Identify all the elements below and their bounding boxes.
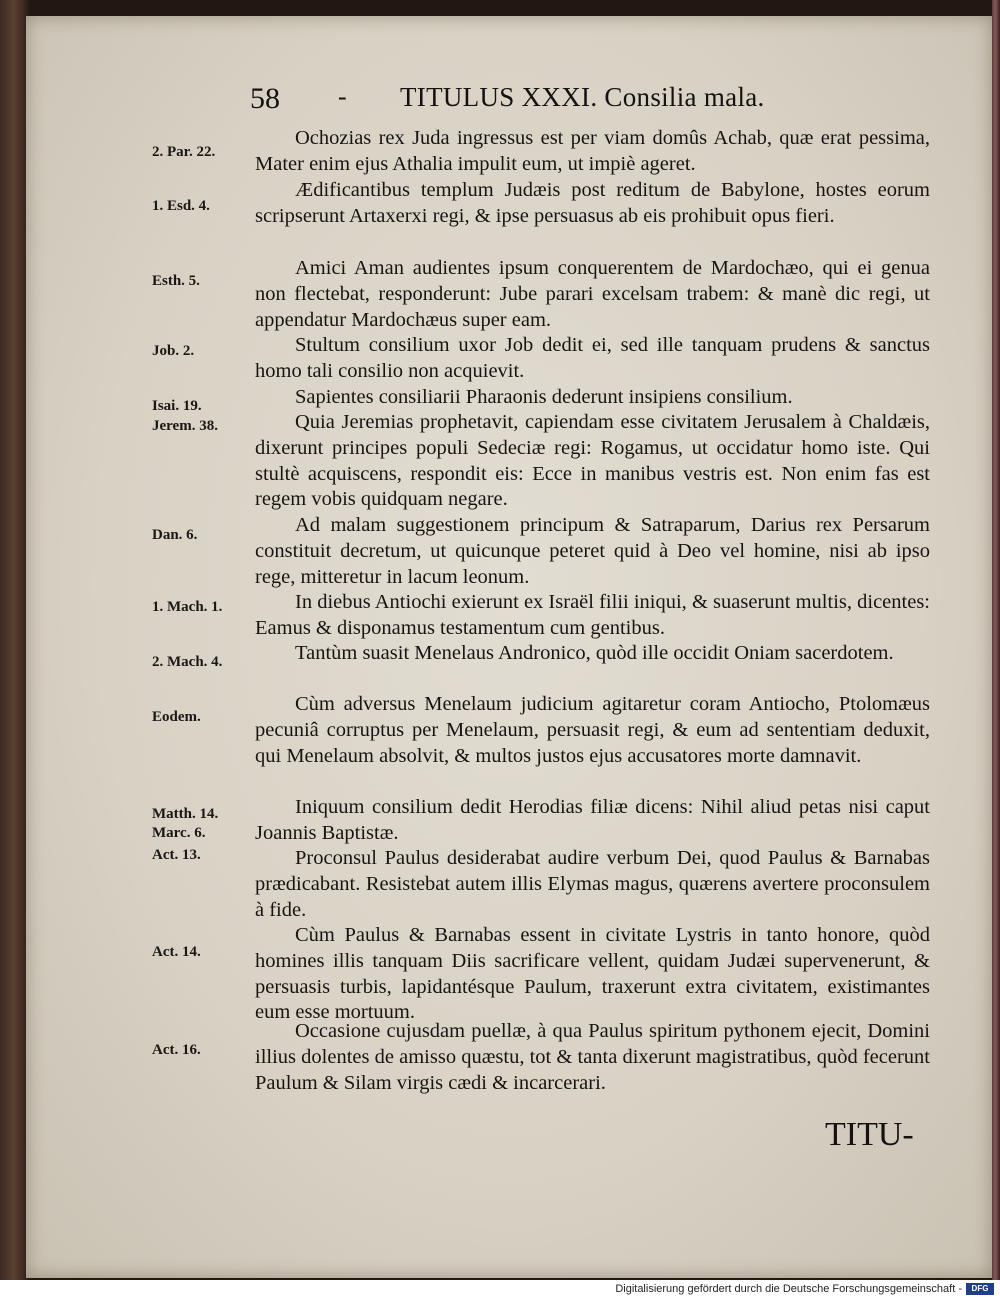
digitization-footer — [0, 1280, 1000, 1298]
margin-note: 2. Par. 22. — [152, 144, 216, 160]
paragraph: Stultum consilium uxor Job dedit ei, sed ille tanquam prudens & sanctus homo tali consilio non acquievit. — [255, 334, 930, 382]
paragraph: Ædificantibus templum Judæis post reditum de Babylone, hostes eorum scripserunt Artaxerxi regi, & ipse persuasus ab eis prohibuit opus fieri. — [255, 179, 930, 227]
book-edge — [992, 0, 1000, 1280]
page-number: 58 — [250, 82, 280, 115]
paragraph: Ochozias rex Juda ingressus est per viam domûs Achab, quæ erat pessima, Mater enim ejus Athalia impulit eum, ut impiè ageret. — [255, 127, 930, 175]
dfg-logo[interactable]: DFG — [966, 1283, 994, 1295]
paragraph: Tantùm suasit Menelaus Andronico, quòd ille occidit Oniam sacerdotem. — [295, 642, 894, 664]
margin-note: Act. 13. — [152, 847, 201, 863]
margin-note: 2. Mach. 4. — [152, 654, 223, 670]
margin-note: Marc. 6. — [152, 825, 206, 841]
margin-note: 1. Mach. 1. — [152, 599, 223, 615]
margin-note: Dan. 6. — [152, 527, 198, 543]
paragraph: Cùm adversus Menelaum judicium agitaretur coram Antiocho, Ptolomæus pecuniâ corruptus per Menelaum, persuasit regi, & eum ad sententiam deduxit, qui Menelaum absolvit, & multos justos ejus accusatores morte damnavit. — [255, 693, 930, 767]
page-header — [250, 82, 810, 122]
margin-note: Esth. 5. — [152, 273, 200, 289]
paragraph: Quia Jeremias prophetavit, capiendam esse civitatem Jerusalem à Chaldæis, dixerunt principes populi Sedeciæ regi: Rogamus, ut occidatur homo iste. Qui stultè acquiscens, respondit eis: Ecce in manibus vestris est. Non enim fas est regem vobis quidquam negare. — [255, 411, 930, 511]
margin-note: Eodem. — [152, 709, 201, 725]
margin-note: Matth. 14. — [152, 806, 219, 822]
paragraph: Sapientes consiliarii Pharaonis dederunt insipiens consilium. — [295, 386, 793, 408]
paragraph: Proconsul Paulus desiderabat audire verbum Dei, quod Paulus & Barnabas prædicabant. Resistebat autem illis Elymas magus, quærens avertere proconsulem à fide. — [255, 847, 930, 921]
paragraph: Iniquum consilium dedit Herodias filiæ dicens: Nihil aliud petas nisi caput Joannis Baptistæ. — [255, 796, 930, 844]
paragraph: Occasione cujusdam puellæ, à qua Paulus spiritum pythonem ejecit, Domini illius dolentes de amisso quæstu, tot & tanta dixerunt magistratibus, quòd fecerunt Paulum & Silam virgis cædi & incarcerari. — [255, 1020, 930, 1094]
funding-credit: Digitalisierung gefördert durch die Deutsche Forschungsgemeinschaft - — [615, 1283, 962, 1295]
margin-note: 1. Esd. 4. — [152, 198, 210, 214]
margin-note: Isai. 19. — [152, 398, 202, 414]
margin-note: Act. 16. — [152, 1042, 201, 1058]
paragraph: Cùm Paulus & Barnabas essent in civitate Lystris in tanto honore, quòd homines illis tanquam Diis sacrificare vellent, quidam Judæi supervenerunt, & persuasis turbis, lapidantésque Paulum, traxerunt extra civitatem, existimantes eum esse mortuum. — [255, 924, 930, 1024]
catchword: TITU- — [825, 1116, 914, 1153]
paragraph: In diebus Antiochi exierunt ex Israël filii iniqui, & suaserunt multis, dicentes: Eamus & disponamus testamentum cum gentibus. — [255, 591, 930, 639]
running-title: TITULUS XXXI. Consilia mala. — [400, 82, 765, 112]
paragraph: Amici Aman audientes ipsum conquerentem de Mardochæo, qui ei genua non flectebat, responderunt: Jube parari excelsam trabem: & manè dic regi, ut appendatur Mardochæus super eam. — [255, 257, 930, 331]
margin-note: Job. 2. — [152, 343, 195, 359]
header-dash: - — [338, 82, 347, 111]
margin-note: Act. 14. — [152, 944, 201, 960]
paragraph: Ad malam suggestionem principum & Satraparum, Darius rex Persarum constituit decretum, ut quicunque peteret quid à Deo vel homine, nisi ab ipso rege, mitteretur in lacum leonum. — [255, 514, 930, 588]
margin-note: Jerem. 38. — [152, 418, 218, 434]
